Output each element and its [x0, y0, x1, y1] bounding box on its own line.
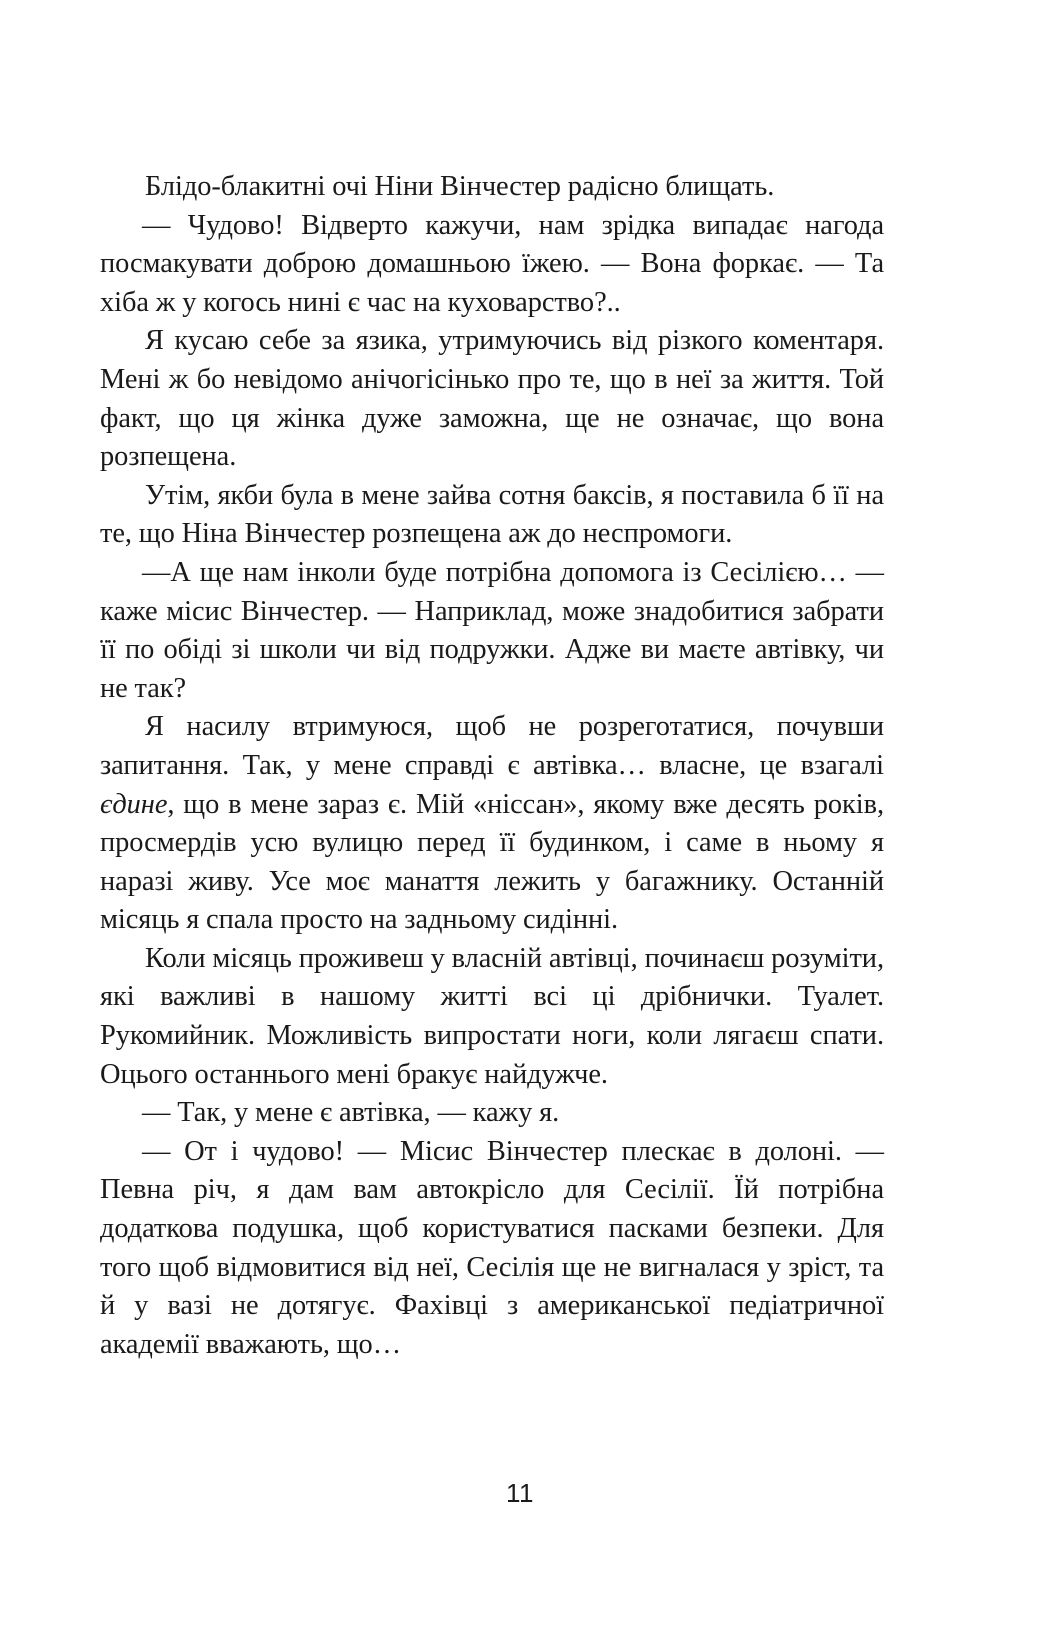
paragraph: Коли місяць проживеш у власній автівці, починаєш розуміти, які важливі в нашому житті всі ці дрібнички. Туалет. Рукомийник. Можливість випростати ноги, коли лягаєш спати. Оцього останнього мені бракує найдужче. [100, 942, 884, 1090]
paragraph: —А ще нам інколи буде потрібна допомога із Сесілією… — каже місис Вінчестер. — Наприклад, може знадобитися забрати її по обіді зі школи чи від подружки. Адже ви маєте автівку, чи не так? [100, 556, 884, 704]
page-text-block [100, 168, 884, 1364]
paragraph: — Так, у мене є автівка, — кажу я. [142, 1097, 560, 1129]
paragraph: — От і чудово! — Місис Вінчестер плескає в долоні. — Певна річ, я дам вам автокрісло для Сесілії. Їй потрібна додаткова подушка, щоб користуватися пасками безпеки. Для того щоб відмовитися від неї, Сесілія ще не вигналася у зріст, та й у вазі не дотягує. Фахівці з американської педіатричної академії вважають, що… [100, 1135, 884, 1360]
paragraph: Я кусаю себе за язика, утримуючись від різкого коментаря. Мені ж бо невідомо анічогісінько про те, що в неї за життя. Той факт, що ця жінка дуже заможна, ще не означає, що вона розпещена. [100, 325, 884, 473]
paragraph-with-emphasis: Я насилу втримуюся, щоб не розреготатися, почувши запитання. Так, у мене справді є автівка… власне, це взагалі єдине, що в мене зараз є. Мій «ніссан», якому вже десять років, просмердів усю вулицю перед її будинком, і саме в ньому я наразі живу. Усе моє манаття лежить у багажнику. Останній місяць я спала просто на задньому сидінні. [100, 711, 884, 936]
page-number: 11 [506, 1478, 534, 1508]
emphasised-word: єдине [100, 788, 168, 820]
paragraph: Утім, якби була в мене зайва сотня баксів, я поставила б її на те, що Ніна Вінчестер розпещена аж до неспромоги. [100, 479, 884, 550]
paragraph: — Чудово! Відверто кажучи, нам зрідка випадає нагода посмакувати доброю домашньою їжею. — Вона форкає. — Та хіба ж у когось нині є час на куховарство?.. [100, 209, 884, 318]
paragraph: Блідо-блакитні очі Ніни Вінчестер радісно блищать. [145, 171, 775, 202]
